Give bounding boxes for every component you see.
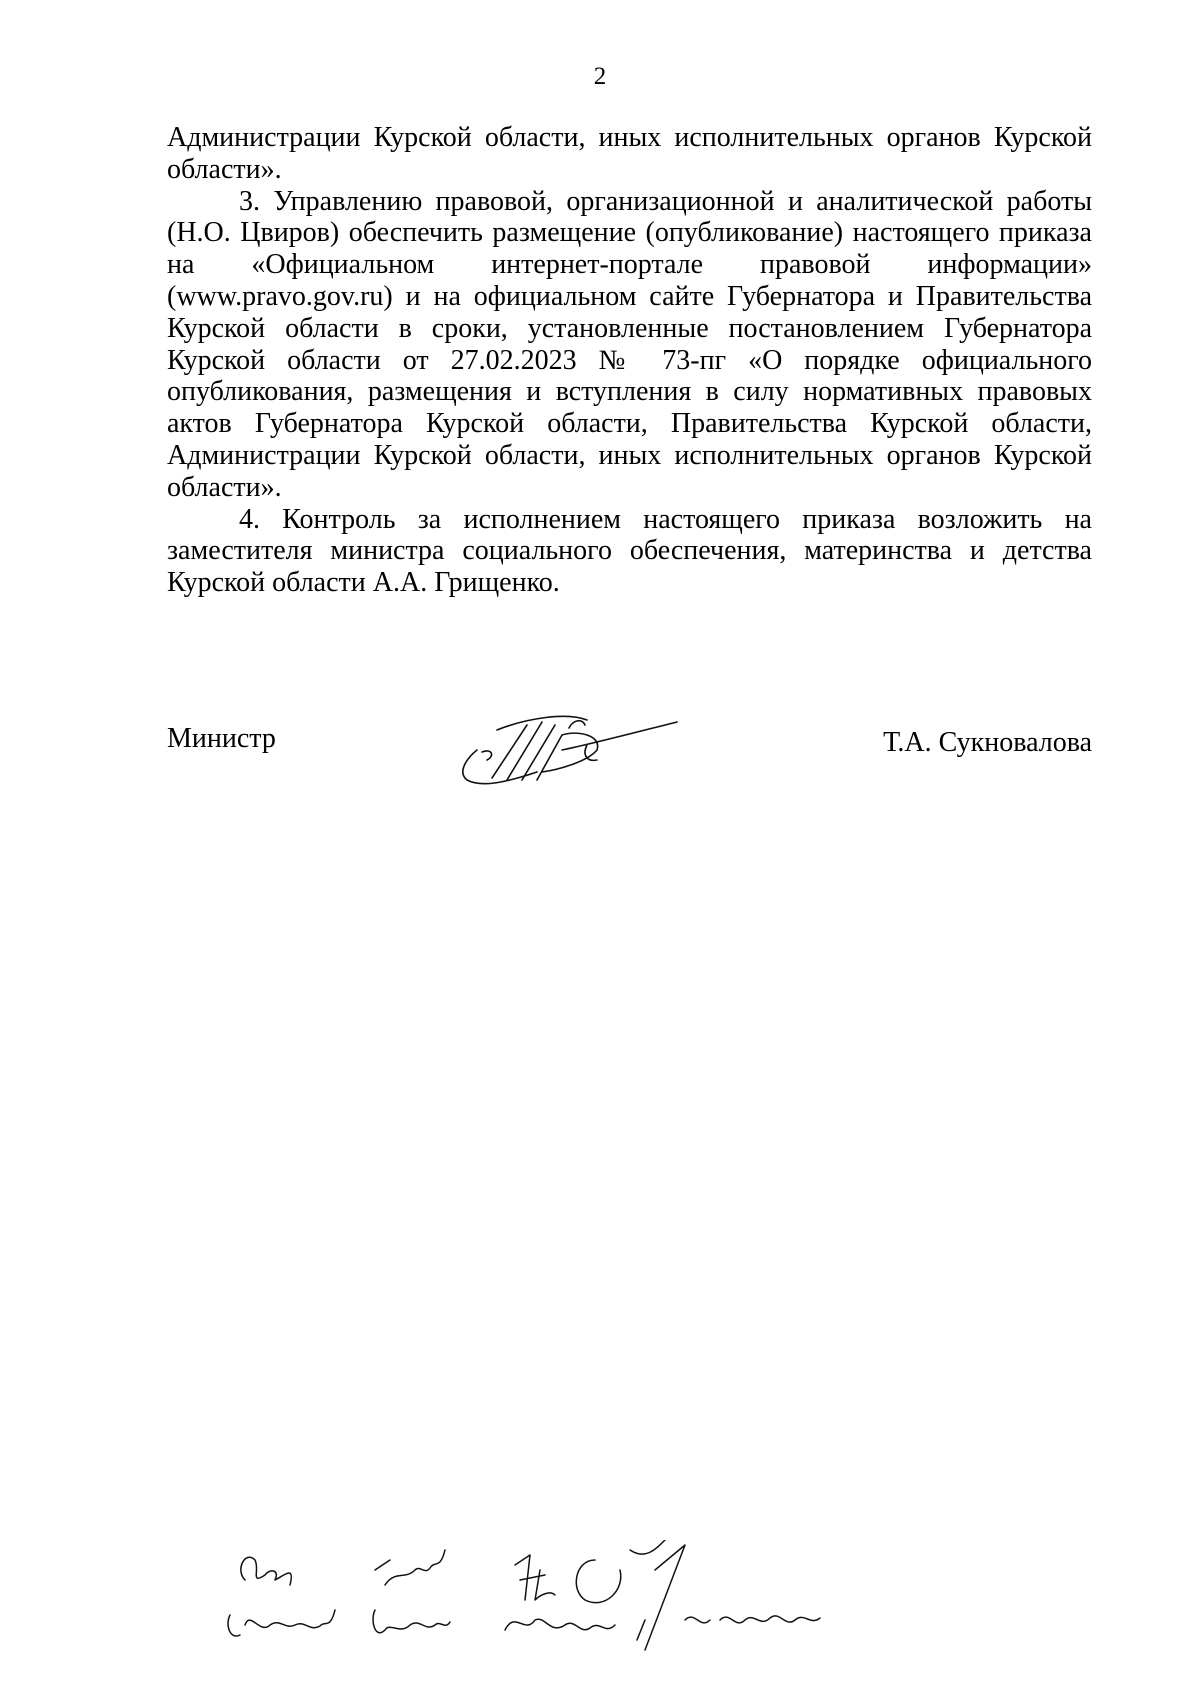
paragraph-4: 4. Контроль за исполнением настоящего приказа возложить на заместителя министра социального обеспечения, материнства и детства Курской области А.А. Грищенко. (167, 503, 1092, 599)
handwritten-signature (437, 700, 737, 790)
approval-signatures (225, 1540, 845, 1670)
signature-block (167, 700, 1092, 790)
page-number: 2 (593, 63, 607, 90)
signer-name: Т.А. Сукновалова (883, 727, 1092, 758)
paragraph-3: 3. Управлению правовой, организационной и аналитической работы (Н.О. Цвиров) обеспечить размещение (опубликование) настоящего приказа на «Официальном интернет-портале правовой информации» (www.pravo.gov.ru) и на официальном сайте Губернатора и Правительства Курской области в сроки, установленные постановлением Губернатора Курской области от 27.02.2023 № 73-пг «О порядке официального опубликования, размещения и вступления в силу нормативных правовых актов Губернатора Курской области, Правительства Курской области, Администрации Курской области, иных исполнительных органов Курской области». (167, 185, 1092, 503)
document-body (167, 122, 1092, 599)
paragraph-continuation: Администрации Курской области, иных исполнительных органов Курской области». (167, 122, 1092, 185)
signer-title: Министр (167, 723, 276, 754)
